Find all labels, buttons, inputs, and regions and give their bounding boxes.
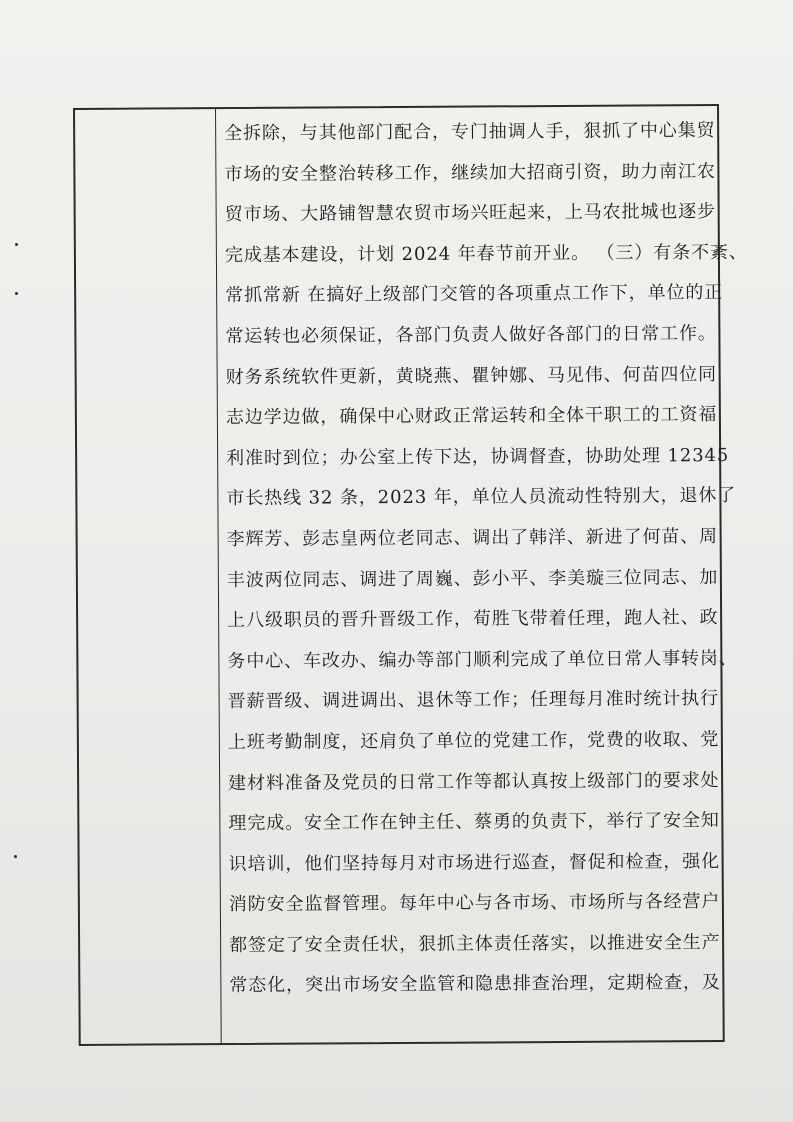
text-line: 理完成。安全工作在钟主任、蔡勇的负责下，举行了安全知: [228, 810, 720, 835]
text-line: 利准时到位；办公室上传下达，协调督查，协助处理 12345: [226, 444, 730, 469]
text-line: 全拆除，与其他部门配合，专门抽调人手，狠抓了中心集贸: [224, 120, 716, 145]
scan-speck-1: [15, 243, 18, 246]
text-line: 消防安全监督管理。每年中心与各市场、市场所与各经营户: [228, 891, 721, 916]
text-line: 完成基本建设，计划 2024 年春节前开业。 （三）有条不紊、: [224, 241, 748, 266]
text-line: 财务系统软件更新，黄晓燕、瞿钟娜、马见伟、何苗四位同: [225, 363, 718, 388]
text-line: 丰波两位同志、调进了周巍、彭小平、李美璇三位同志、加: [226, 566, 719, 591]
text-line: 李辉芳、彭志皇两位老同志、调出了韩洋、新进了何苗、周: [226, 525, 719, 550]
text-line: 市场的安全整治转移工作，继续加大招商引资，助力南江农: [224, 160, 716, 185]
text-line: 常运转也必须保证，各部门负责人做好各部门的日常工作。: [225, 323, 717, 348]
content-cell: [217, 106, 748, 1043]
label-cell: [75, 109, 222, 1044]
scan-speck-3: [14, 855, 17, 858]
form-table: [73, 104, 748, 1046]
text-line: 上班考勤制度，还肩负了单位的党建工作，党费的收取、党: [227, 728, 720, 753]
text-line: 贸市场、大路铺智慧农贸市场兴旺起来，上马农批城也逐步: [224, 201, 717, 226]
text-line: 志边学边做，确保中心财政正常运转和全体干职工的工资福: [225, 404, 718, 429]
text-line: 常态化，突出市场安全监管和隐患排查治理，定期检查，及: [229, 972, 721, 997]
text-line: 市长热线 32 条，2023 年，单位人员流动性特别大，退休了: [226, 485, 737, 510]
text-line: 晋薪晋级、调进调出、退休等工作；任理每月准时统计执行: [227, 688, 720, 713]
scan-speck-2: [15, 292, 18, 295]
text-line: 上八级职员的晋升晋级工作，荀胜飞带着任理，跑人社、政: [227, 607, 719, 632]
text-line: 识培训，他们坚持每月对市场进行巡查，督促和检查，强化: [228, 850, 721, 875]
text-line: 建材料准备及党员的日常工作等都认真按上级部门的要求处: [228, 769, 720, 794]
text-line: 务中心、车改办、编办等部门顺利完成了单位日常人事转岗、: [227, 647, 738, 672]
text-line: 都签定了安全责任状，狠抓主体责任落实，以推进安全生产: [229, 931, 721, 956]
text-line: 常抓常新 在搞好上级部门交管的各项重点工作下，单位的正: [225, 282, 724, 307]
